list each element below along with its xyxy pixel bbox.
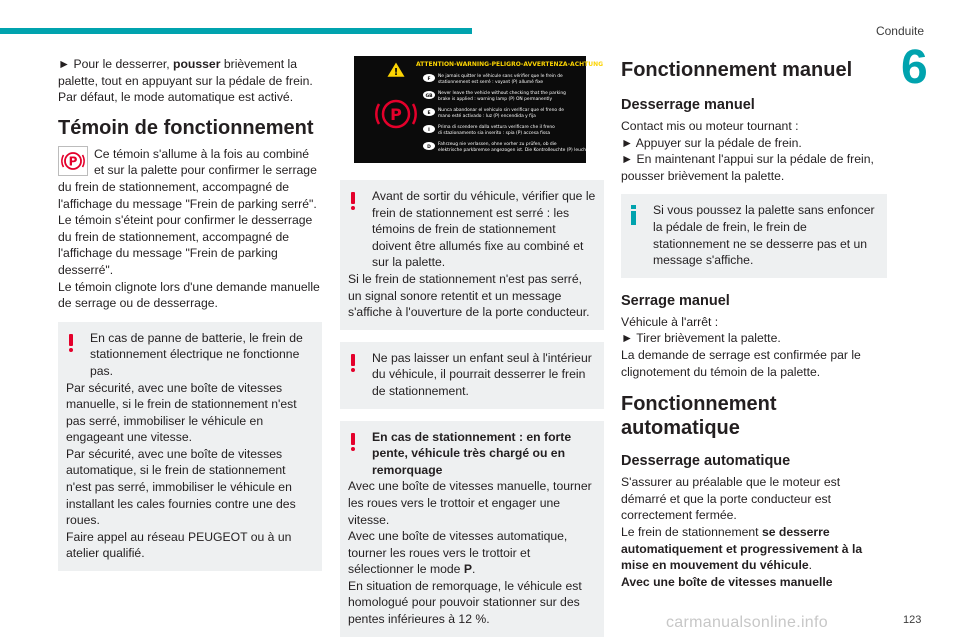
- parking-brake-icon: [58, 146, 88, 176]
- warning-icon: [351, 354, 357, 372]
- warning-icon: [69, 334, 75, 352]
- indicator-block: [58, 146, 322, 212]
- label-flag: E: [427, 111, 431, 116]
- heading-auto-release: Desserrage automatique: [621, 453, 791, 470]
- label-line-text: di stazionamento sia inserito : spia (P) accesa fissa: [438, 131, 551, 136]
- label-brake-letter: P: [390, 105, 402, 124]
- label-line-text: Ne jamais quitter le véhicule sans vérifier que le frein de: [438, 74, 563, 79]
- warning-signal-text: Si le frein de stationnement n'est pas serré, un signal sonore retentit et un message s'affiche à l'ouverture de la porte conducteur.: [348, 271, 590, 320]
- indicator-on-text: Ce témoin s'allume à la fois au combiné et sur la palette pour confirmer le serrage du frein de stationnement, accompagné de l'affichage du message "Frein de parking serré".: [58, 146, 317, 211]
- column-3: [621, 56, 887, 590]
- auto-release-bold-text: Le frein de stationnement se desserre automatiquement et progressivement à la mise en mouvement du véhicule.: [621, 524, 863, 573]
- heading-auto-line-2: automatique: [621, 417, 740, 440]
- label-line-text: brake is applied : warning lamp (P) ON permanently: [438, 97, 553, 102]
- warning-slope-title: En cas de stationnement : en forte pente, véhicule très chargé ou en remorquage: [372, 429, 572, 477]
- warning-slope-auto: Avec une boîte de vitesses automatique, tourner les roues vers le trottoir et sélectionner le mode P.: [348, 529, 568, 577]
- warning-icon: [351, 433, 357, 451]
- label-line-text: Prima di scendere dalla vettura verificare che il freno: [438, 125, 555, 130]
- warning-dealer-text: Faire appel au réseau PEUGEOT ou à un atelier qualifié.: [66, 529, 292, 561]
- manual-apply-step-1: ► Tirer brièvement la palette.: [621, 331, 781, 346]
- manual-release-intro: Contact mis ou moteur tournant :: [621, 119, 799, 133]
- warning-battery-text: En cas de panne de batterie, le frein de stationnement électrique ne fonctionne pas.: [90, 330, 303, 378]
- warning-child-text: Ne pas laisser un enfant seul à l'intérieur du véhicule, il pourrait desserrer le frein de stationnement.: [372, 350, 592, 398]
- info-text: Si vous poussez la palette sans enfoncer la pédale de frein, le frein de stationnement ne se desserre pas et un message s'affiche.: [653, 203, 875, 268]
- warning-slope-towing: En situation de remorquage, le véhicule est homologué pour pouvoir stationner sur des pentes inférieures à 12 %.: [348, 578, 582, 627]
- section-title: Conduite: [875, 24, 924, 38]
- label-flag: F: [427, 77, 431, 82]
- label-line-text: elektrische parkbremse angezogen ist. Die Kontrolleuchte (P) leuchtet dann permanent: [438, 148, 631, 153]
- info-icon: [631, 205, 637, 225]
- indicator-blink-text: Le témoin clignote lors d'une demande manuelle de serrage ou de desserrage.: [58, 279, 320, 311]
- warning-note-child: [340, 342, 604, 409]
- warning-label-image: [354, 56, 631, 163]
- warning-note-leaving: [340, 180, 604, 330]
- label-flag: I: [428, 128, 430, 133]
- label-header: ATTENTION-WARNING-PELIGRO-AVVERTENZA-ACHTUNG: [416, 61, 604, 68]
- heading-manual-release: Desserrage manuel: [621, 97, 755, 113]
- warning-auto-text: Par sécurité, avec une boîte de vitesses automatique, si le frein de stationnement n'est pas serré, immobiliser le véhicule en installant les cales fournies contre une des roues.: [66, 446, 296, 528]
- warning-icon: [351, 192, 357, 210]
- warning-manual-text: Par sécurité, avec une boîte de vitesses manuelle, si le frein de stationnement n'est pas serré, immobiliser le véhicule en engageant une vitesse.: [66, 380, 297, 445]
- warning-note-battery: [58, 322, 322, 571]
- warning-note-slope: [340, 421, 604, 637]
- heading-indicator: Témoin de fonctionnement: [58, 116, 314, 139]
- page-number: 123: [903, 614, 922, 626]
- auto-release-text: S'assurer au préalable que le moteur est démarré et que la porte conducteur est correctement fermée.: [621, 475, 841, 523]
- indicator-off-text: Le témoin s'éteint pour confirmer le desserrage du frein de stationnement, accompagné de l'affichage du message "Frein de parking desserré".: [58, 213, 313, 277]
- heading-manual-apply: Serrage manuel: [621, 292, 730, 309]
- label-line-text: mano esté activado : luz (P) encendida y fija: [438, 114, 536, 119]
- column-1: [58, 56, 322, 571]
- label-line-text: stationnement est serré : voyant (P) allumé fixe: [438, 80, 544, 85]
- label-line-text: Nunca abandonar el vehículo sin verificar que el freno de: [438, 108, 564, 113]
- parking-brake-letter: P: [68, 154, 78, 169]
- label-line-text: Fahrzeug nie verlassen, ohne vorher zu prüfen, ob die: [438, 142, 557, 147]
- manual-apply-intro: Véhicule à l'arrêt :: [621, 314, 719, 329]
- heading-manual: Fonctionnement manuel: [621, 59, 853, 81]
- column-2: [340, 56, 631, 637]
- warning-leaving-text: Avant de sortir du véhicule, vérifier que le frein de stationnement est serré : les témoins de frein de stationnement doivent être allumés fixe au combiné et sur la palette.: [372, 189, 596, 270]
- header-accent-bar: [0, 28, 472, 34]
- release-intro: ► Pour le desserrer, pousser brièvement la palette, tout en appuyant sur la pédale de frein.: [58, 57, 313, 88]
- watermark: carmanualsonline.info: [666, 614, 828, 631]
- chapter-number: 6: [901, 41, 928, 94]
- manual-release-step-2: ► En maintenant l'appui sur la pédale de frein, pousser brièvement la palette.: [621, 152, 874, 183]
- warning-slope-manual: Avec une boîte de vitesses manuelle, tourner les roues vers le trottoir et engager une vitesse.: [348, 479, 592, 527]
- svg-text:!: !: [393, 67, 399, 78]
- auto-release-manual-gearbox: Avec une boîte de vitesses manuelle: [621, 574, 833, 589]
- heading-auto-line-1: Fonctionnement: [621, 393, 777, 416]
- label-flag: GB: [425, 94, 433, 99]
- info-note: [621, 194, 887, 277]
- label-flag: D: [427, 145, 431, 150]
- default-mode-text: Par défaut, le mode automatique est activé.: [58, 90, 294, 105]
- label-line-text: Never leave the vehicle without checking that the parking: [438, 91, 566, 96]
- manual-apply-confirm: La demande de serrage est confirmée par le clignotement du témoin de la palette.: [621, 347, 861, 379]
- manual-release-step-1: ► Appuyer sur la pédale de frein.: [621, 135, 802, 150]
